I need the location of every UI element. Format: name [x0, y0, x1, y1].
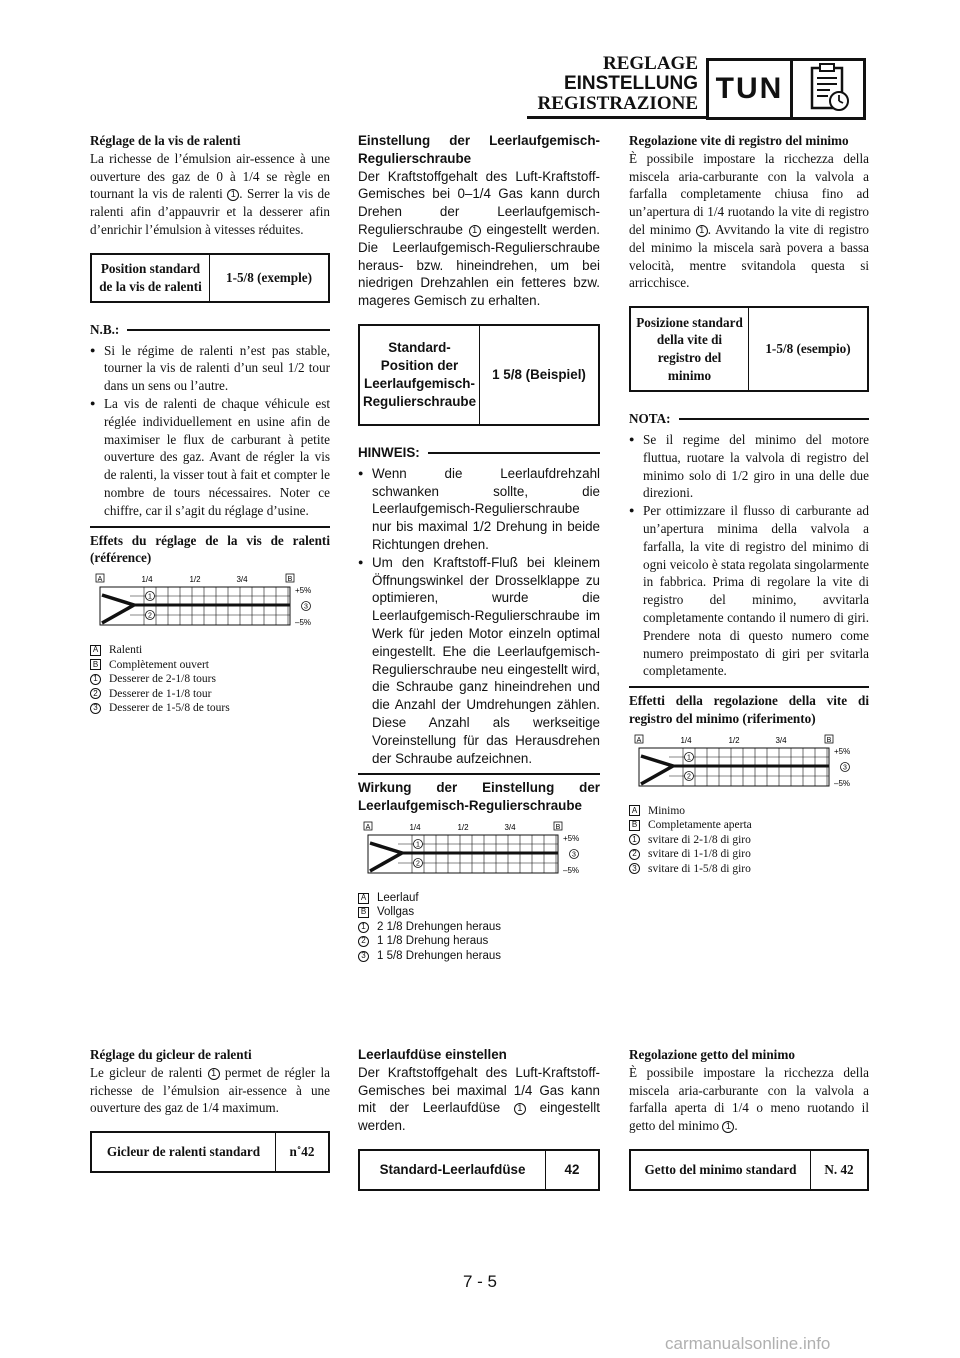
de-jet-text: Der Kraftstoffgehalt des Luft-Kraftstoff-Gemisches bei maximal 1/4 Gas kann mit der Leerlaufdüse 1 eingestellt werden.: [358, 1064, 600, 1134]
de-spec-label: Standard-Position der Leerlaufgemisch-Regulierschraube: [360, 326, 480, 424]
list-item: ● Se il regime del minimo del motore fluttua, ruotare la valvola di registro del minimo solo di 1/2 giro in una delle due direzioni.: [629, 431, 869, 502]
it-note-head: NOTA:: [629, 410, 869, 428]
fr-effect-title: Effets du réglage de la vis de ralenti (référence): [90, 532, 330, 566]
legend-row: A Leerlauf: [358, 891, 600, 906]
tick-label: 1/2: [457, 822, 469, 832]
de-spec-table: [358, 324, 600, 426]
column-french: [90, 132, 330, 716]
header-title-de: EINSTELLUNG: [563, 73, 698, 94]
fr-spec-table: [90, 253, 330, 303]
legend-row: 1 svitare di 2-1/8 di giro: [629, 833, 869, 848]
plus-label: +5%: [834, 746, 851, 756]
tick-label: 3/4: [504, 822, 516, 832]
it-jet-section: [629, 1046, 869, 1191]
tick-label: 3/4: [775, 735, 787, 745]
legend-row: 3 Desserer de 1-5/8 de tours: [90, 701, 330, 716]
key-b-label: B: [287, 576, 293, 584]
key-a-label: A: [97, 576, 103, 584]
callout-1: 1: [227, 189, 239, 201]
fr-jet-text: Le gicleur de ralenti 1 permet de régler la richesse de l’émulsion air-essence à une ouverture des gaz de 1/4 maximum.: [90, 1064, 331, 1116]
de-note-head: HINWEIS:: [358, 444, 600, 462]
list-item: ● Per ottimizzare il flusso di carburante ad un’apertura minima della valvola a farfalla, la vite di registro del minimo di ogni veicolo è stata regolata singolarmente in fabbrica. Prima di regolare la vite di registro del minimo, avvitarla completamente contando il numero di giri. Prendere nota di questo numero come numero preimpostato di giri per svitarla completamente.: [629, 502, 869, 680]
fr-legend: [90, 643, 330, 716]
fr-jet-title: Réglage du gicleur de ralenti: [90, 1047, 252, 1062]
section-badge: [706, 58, 866, 120]
it-effect-title: Effetti della regolazione della vite di registro del minimo (riferimento): [629, 693, 869, 726]
callout-2-label: 2: [416, 860, 420, 868]
de-spec-value: 1 5/8 (Beispiel): [492, 367, 586, 383]
fr-adjust-diagram: [90, 573, 330, 639]
de-note-list: [358, 465, 600, 768]
callout-2-label: 2: [148, 612, 152, 620]
list-item: ● Si le régime de ralenti n’est pas stable, tourner la vis de ralenti d’un seul 1/2 tour dans un sens ou l’autre.: [90, 342, 330, 395]
plus-label: +5%: [295, 586, 312, 596]
fr-note-head: N.B.:: [90, 321, 330, 339]
fr-intro: La richesse de l’émulsion air-essence à une ouverture des gaz de 0 à 1/4 se règle en tournant la vis de ralenti 1 . Serrer la vis de ralenti afin d’appauvrir et la desserer afin d’enrichir l’émulsion à vitesses réduites.: [90, 150, 330, 237]
callout-3-label: 3: [572, 851, 576, 859]
adjust-diagram-svg: [90, 573, 330, 639]
de-jet-spec: [358, 1149, 600, 1191]
list-item: ● Wenn die Leerlaufdrehzahl schwanken sollte, die Leerlaufgemisch-Regulierschraube nur bis maximal 1/2 Drehung in beide Richtungen drehen.: [358, 465, 600, 554]
it-title: Regolazione vite di registro del minimo: [629, 133, 849, 148]
section-code: TUN: [709, 61, 793, 117]
key-a-label: A: [365, 823, 371, 831]
adjust-diagram-svg: [358, 821, 598, 887]
fr-spec-value: 1-5/8 (exemple): [225, 269, 313, 285]
legend-row: 2 Desserer de 1-1/8 tour: [90, 687, 330, 702]
tick-label: 1/2: [728, 735, 740, 745]
it-spec-table: [629, 306, 869, 392]
tick-label: 3/4: [236, 575, 248, 585]
de-effect-title: Wirkung der Einstellung der Leerlaufgemisch-Regulierschraube: [358, 780, 600, 814]
it-legend: [629, 804, 869, 877]
header-title-it: REGISTRAZIONE: [537, 93, 698, 114]
fr-jet-spec: [90, 1131, 330, 1173]
callout-3-label: 3: [843, 764, 847, 772]
callout-1: 1: [514, 1103, 526, 1115]
callout-1: 1: [722, 1121, 734, 1133]
fr-spec-label: Position standard de la vis de ralenti: [92, 255, 210, 301]
it-jet-spec: [629, 1149, 869, 1191]
fr-note-list: [90, 342, 330, 520]
it-jet-spec-label: Getto del minimo standard: [631, 1151, 811, 1189]
it-jet-title: Regolazione getto del minimo: [629, 1047, 795, 1062]
minus-label: –5%: [563, 865, 580, 875]
it-section-rule: [629, 686, 869, 688]
legend-row: B Complètement ouvert: [90, 658, 330, 673]
callout-3-label: 3: [304, 603, 308, 611]
legend-row: 1 2 1/8 Drehungen heraus: [358, 920, 600, 935]
header-rule: [527, 116, 707, 119]
de-title: Einstellung der Leerlaufgemisch-Regulierschraube: [358, 133, 600, 166]
de-jet-section: [358, 1046, 600, 1191]
plus-label: +5%: [563, 833, 580, 843]
adjust-wedge: [370, 843, 402, 871]
page-number: 7 - 5: [462, 1272, 498, 1291]
legend-row: B Vollgas: [358, 905, 600, 920]
column-italian: [629, 132, 869, 876]
callout-1-label: 1: [687, 754, 691, 762]
it-spec-value: 1-5/8 (esempio): [765, 341, 851, 357]
header-titles: [538, 54, 699, 114]
legend-row: 1 Desserer de 2-1/8 tours: [90, 672, 330, 687]
fr-jet-spec-value: n˚42: [289, 1144, 315, 1160]
fr-jet-spec-label: Gicleur de ralenti standard: [92, 1133, 276, 1171]
fr-jet-section: [90, 1046, 330, 1173]
callout-2-label: 2: [687, 773, 691, 781]
legend-row: A Ralenti: [90, 643, 330, 658]
legend-row: A Minimo: [629, 804, 869, 819]
it-adjust-diagram: [629, 734, 869, 800]
it-jet-spec-value: N. 42: [824, 1162, 854, 1178]
key-a-label: A: [636, 736, 642, 744]
de-intro: Der Kraftstoffgehalt des Luft-Kraftstoff-Gemisches bei 0–1/4 Gas kann durch Drehen der Leerlaufgemisch-Regulierschraube 1 eingestellt werden. Die Leerlaufgemisch-Regulierschraube heraus- bzw. hineindrehen, um bei niedrigen Drehzahlen ein fetteres bzw. mageres Gemisch zu erhalten.: [358, 168, 600, 309]
callout-1: 1: [469, 225, 481, 237]
it-intro: È possibile impostare la ricchezza della miscela aria-carburante con la valvola a farfalla completamente chiusa fino ad un’apertura di 1/4 ruotando la vite di registro del minimo 1 . Avvitando la vite di registro del minimo la miscela sarà povera a bassa velocità, mentre svitandola questa si arricchisce.: [629, 150, 869, 291]
legend-row: 3 1 5/8 Drehungen heraus: [358, 949, 600, 964]
legend-row: 3 svitare di 1-5/8 di giro: [629, 862, 869, 877]
legend-row: B Completamente aperta: [629, 818, 869, 833]
watermark: carmanualsonline.info: [665, 1334, 831, 1353]
minus-label: –5%: [834, 778, 851, 788]
adjust-wedge: [102, 595, 134, 623]
legend-row: 2 1 1/8 Drehung heraus: [358, 934, 600, 949]
list-item: ● La vis de ralenti de chaque véhicule est réglée individuellement en usine afin de maximiser le flux de carburant à petite ouverture des gaz. Avant de régler la vis de ralenti, la visser tout à fait et compter le nombre de tours nécessaires. Noter ce chiffre, car il s’agit du réglage d’usine.: [90, 395, 330, 520]
callout-1-label: 1: [148, 593, 152, 601]
adjust-wedge: [641, 756, 673, 784]
it-jet-text: È possibile impostare la ricchezza della miscela aria-carburante con la valvola a farfalla aperta di 1/4 o meno ruotando il getto del minimo 1 .: [629, 1064, 869, 1134]
tick-label: 1/4: [680, 735, 692, 745]
de-jet-spec-value: 42: [564, 1162, 580, 1178]
tick-label: 1/2: [189, 575, 201, 585]
de-legend: [358, 891, 600, 964]
list-item: ● Um den Kraftstoff-Fluß bei kleinem Öffnungswinkel der Drosselklappe zu optimieren, wurde die Leerlaufgemisch-Regulierschraube im Werk für jeden Motor einzeln optimal eingestellt. Ehe die Leerlaufgemisch-Regulierschraube neu eingestellt wird, die Schraube ganz hineindrehen und die Anzahl der Umdrehungen zählen. Diese Anzahl als werkseitige Voreinstellung für das Herausdrehen der Schraube aufzeichnen.: [358, 554, 600, 768]
de-jet-title: Leerlaufdüse einstellen: [358, 1047, 507, 1062]
tick-label: 1/4: [141, 575, 153, 585]
minus-label: –5%: [295, 618, 312, 628]
key-b-label: B: [555, 823, 561, 831]
tuning-clipboard-icon: [793, 61, 863, 117]
callout-1: 1: [208, 1068, 220, 1080]
column-german: [358, 132, 600, 963]
legend-row: 2 svitare di 1-1/8 di giro: [629, 847, 869, 862]
key-b-label: B: [826, 736, 832, 744]
callout-1-label: 1: [416, 841, 420, 849]
header-title-fr: REGLAGE: [602, 53, 698, 74]
de-adjust-diagram: [358, 821, 600, 887]
fr-section-rule: [90, 526, 330, 528]
de-section-rule: [358, 773, 600, 775]
fr-title: Réglage de la vis de ralenti: [90, 133, 241, 148]
callout-1: 1: [696, 225, 708, 237]
adjust-diagram-svg: [629, 734, 869, 800]
it-note-list: [629, 431, 869, 680]
de-jet-spec-label: Standard-Leerlaufdüse: [360, 1151, 546, 1189]
it-spec-label: Posizione standard della vite di registro del minimo: [631, 308, 749, 390]
tick-label: 1/4: [409, 822, 421, 832]
